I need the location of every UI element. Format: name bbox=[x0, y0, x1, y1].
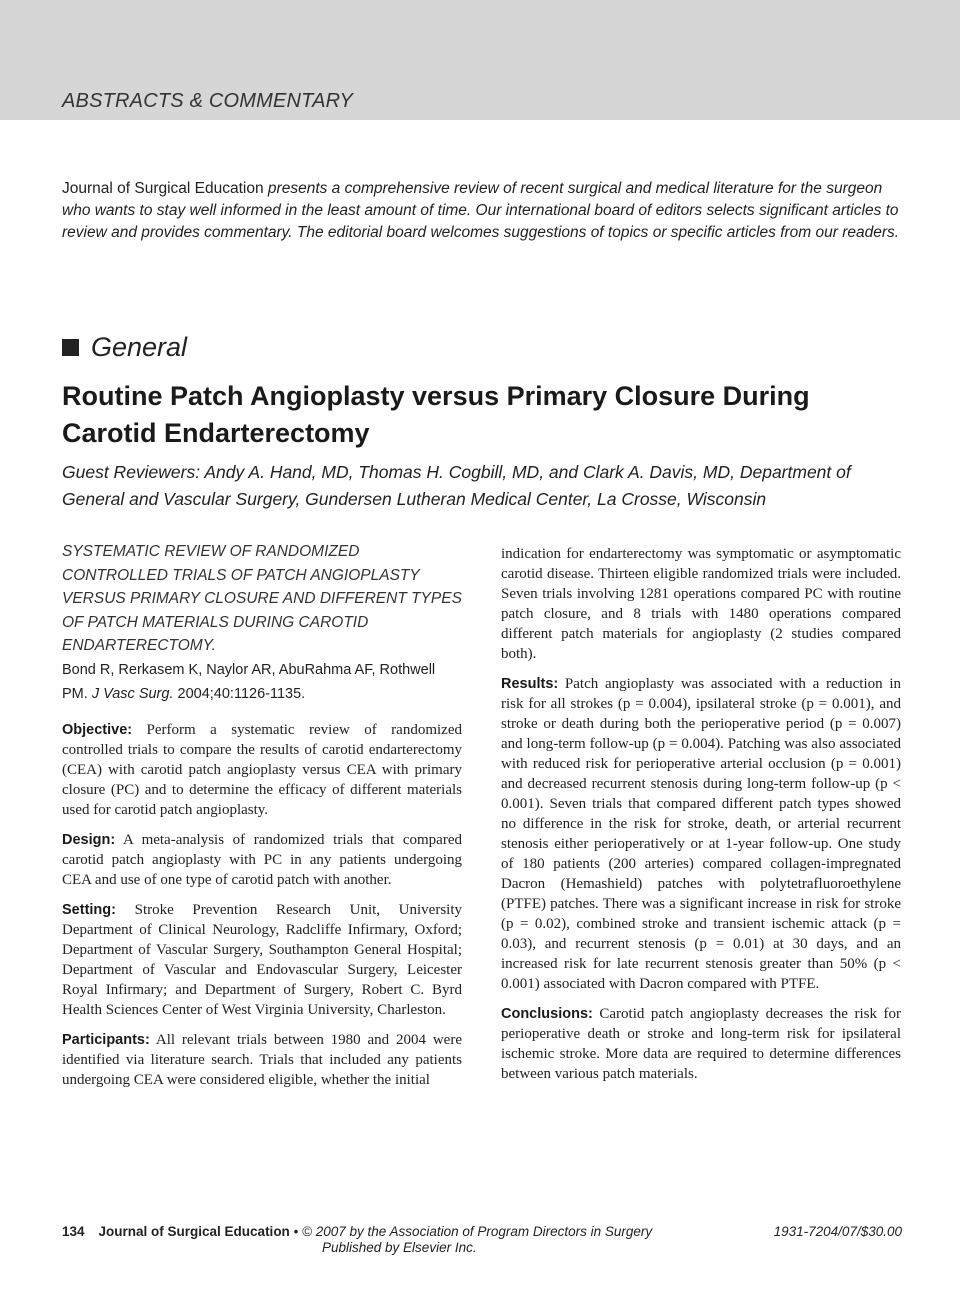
reference-citation bbox=[62, 658, 462, 706]
results-label: Results: bbox=[501, 676, 559, 692]
objective-text: Perform a systematic review of randomized controlled trials to compare the results of carotid endarterectomy (CEA) with carotid patch angioplasty versus CEA with primary closure (PC) and to determine the efficacy of different materials used for carotid patch angioplasty. bbox=[62, 721, 462, 818]
setting-text: Stroke Prevention Research Unit, University Department of Clinical Neurology, Radcliffe Infirmary, Oxford; Department of Vascular Surgery, Southampton General Hospital; Department of Vascular and Endovascular Surgery, Leicester Royal Infirmary; and Department of Surgery, Robert C. Byrd Health Sciences Center of West Virginia University, Charleston. bbox=[62, 901, 462, 1018]
intro-journal-name: Journal of Surgical Education bbox=[62, 180, 264, 197]
setting-paragraph bbox=[62, 900, 462, 1020]
design-label: Design: bbox=[62, 831, 116, 848]
category-heading bbox=[62, 330, 187, 364]
footer-issn: 1931-7204/07/$30.00 bbox=[773, 1224, 902, 1239]
participants-paragraph bbox=[62, 1030, 462, 1090]
article-title: Routine Patch Angioplasty versus Primary Closure During Carotid Endarterectomy bbox=[62, 381, 810, 448]
category-label: General bbox=[91, 331, 188, 362]
page-number: 134 bbox=[62, 1224, 85, 1239]
reference-title: SYSTEMATIC REVIEW OF RANDOMIZED CONTROLLED TRIALS OF PATCH ANGIOPLASTY VERSUS PRIMARY CLOSURE AND DIFFERENT TYPES OF PATCH MATERIALS DURING CAROTID ENDARTERECTOMY. bbox=[62, 543, 462, 654]
conclusions-label: Conclusions: bbox=[501, 1006, 593, 1022]
right-column bbox=[501, 544, 901, 1094]
setting-label: Setting: bbox=[62, 901, 116, 918]
results-text: Patch angioplasty was associated with a reduction in risk for all strokes (p = 0.004), ipsilateral stroke (p = 0.001), and stroke or death during both the perioperative period (p = 0.007) and long-term follow-up (p = 0.004). Patching was also associated with reduced risk for perioperative arterial occlusion (p = 0.001) and decreased recurrent stenosis during long-term follow-up (p < 0.001). Seven trials that compared different patch types showed no difference in the risk for stroke, death, or arterial recurrent stenosis either perioperatively or at 1-year follow-up. One study of 180 patients (200 arteries) compared collagen-impregnated Dacron (Hemashield) patches with polytetrafluoroethylene (PTFE) patches. There was a significant increase in risk for stroke (p = 0.02), combined stroke and transient ischemic attack (p = 0.03), and recurrent stenosis (p = 0.01) at 30 days, and an increased risk for late recurrent stenosis greater than 50% (p < 0.001) associated with Dacron compared with PTFE. bbox=[501, 676, 901, 992]
objective-label: Objective: bbox=[62, 721, 133, 738]
design-paragraph bbox=[62, 830, 462, 890]
footer-copyright: © 2007 by the Association of Program Directors in Surgery bbox=[302, 1224, 653, 1239]
footer-bullet: • bbox=[289, 1224, 303, 1239]
reference-journal: J Vasc Surg. bbox=[91, 685, 174, 702]
reference-authors: Bond R, Rerkasem K, Naylor AR, AbuRahma AF, Rothwell PM. bbox=[62, 661, 436, 702]
participants-text: All relevant trials between 1980 and 2004 were identified via literature search. Trials that included any patients undergoing CEA were considered eligible, whether the initial bbox=[62, 1031, 462, 1088]
section-label: ABSTRACTS & COMMENTARY bbox=[62, 90, 354, 112]
intro-text: presents a comprehensive review of recent surgical and medical literature for the surgeon who wants to stay well informed in the least amount of time. Our international board of editors selects significant articles to review and provides commentary. The editorial board welcomes suggestions of topics or specific articles from our readers. bbox=[62, 180, 900, 241]
results-paragraph bbox=[501, 674, 901, 994]
footer-publisher: Published by Elsevier Inc. bbox=[322, 1240, 477, 1255]
conclusions-paragraph bbox=[501, 1004, 901, 1084]
footer-journal: Journal of Surgical Education bbox=[98, 1224, 290, 1239]
objective-paragraph bbox=[62, 720, 462, 820]
intro-paragraph bbox=[62, 178, 902, 244]
page-footer bbox=[62, 1224, 902, 1255]
design-text: A meta-analysis of randomized trials that compared carotid patch angioplasty with PC in any patients undergoing CEA and use of one type of carotid patch with another. bbox=[62, 831, 462, 888]
participants-continued: indication for endarterectomy was symptomatic or asymptomatic carotid disease. Thirteen eligible randomized trials were included. Seven trials involving 1281 operations compared PC with routine patch closure, and 8 trials with 1480 operations compared different patch materials for angioplasty (2 studies compared both). bbox=[501, 546, 901, 662]
participants-label: Participants: bbox=[62, 1031, 150, 1048]
reference-details: 2004;40:1126-1135. bbox=[173, 685, 306, 702]
left-column bbox=[62, 540, 462, 1100]
conclusions-text: Carotid patch angioplasty decreases the risk for perioperative death or stroke and long-term risk for ipsilateral ischemic stroke. More data are required to determine differences between various patch materials. bbox=[501, 1006, 901, 1082]
square-bullet-icon bbox=[62, 339, 79, 356]
guest-reviewers: Guest Reviewers: Andy A. Hand, MD, Thomas H. Cogbill, MD, and Clark A. Davis, MD, Department of General and Vascular Surgery, Gundersen Lutheran Medical Center, La Crosse, Wisconsin bbox=[62, 462, 851, 509]
